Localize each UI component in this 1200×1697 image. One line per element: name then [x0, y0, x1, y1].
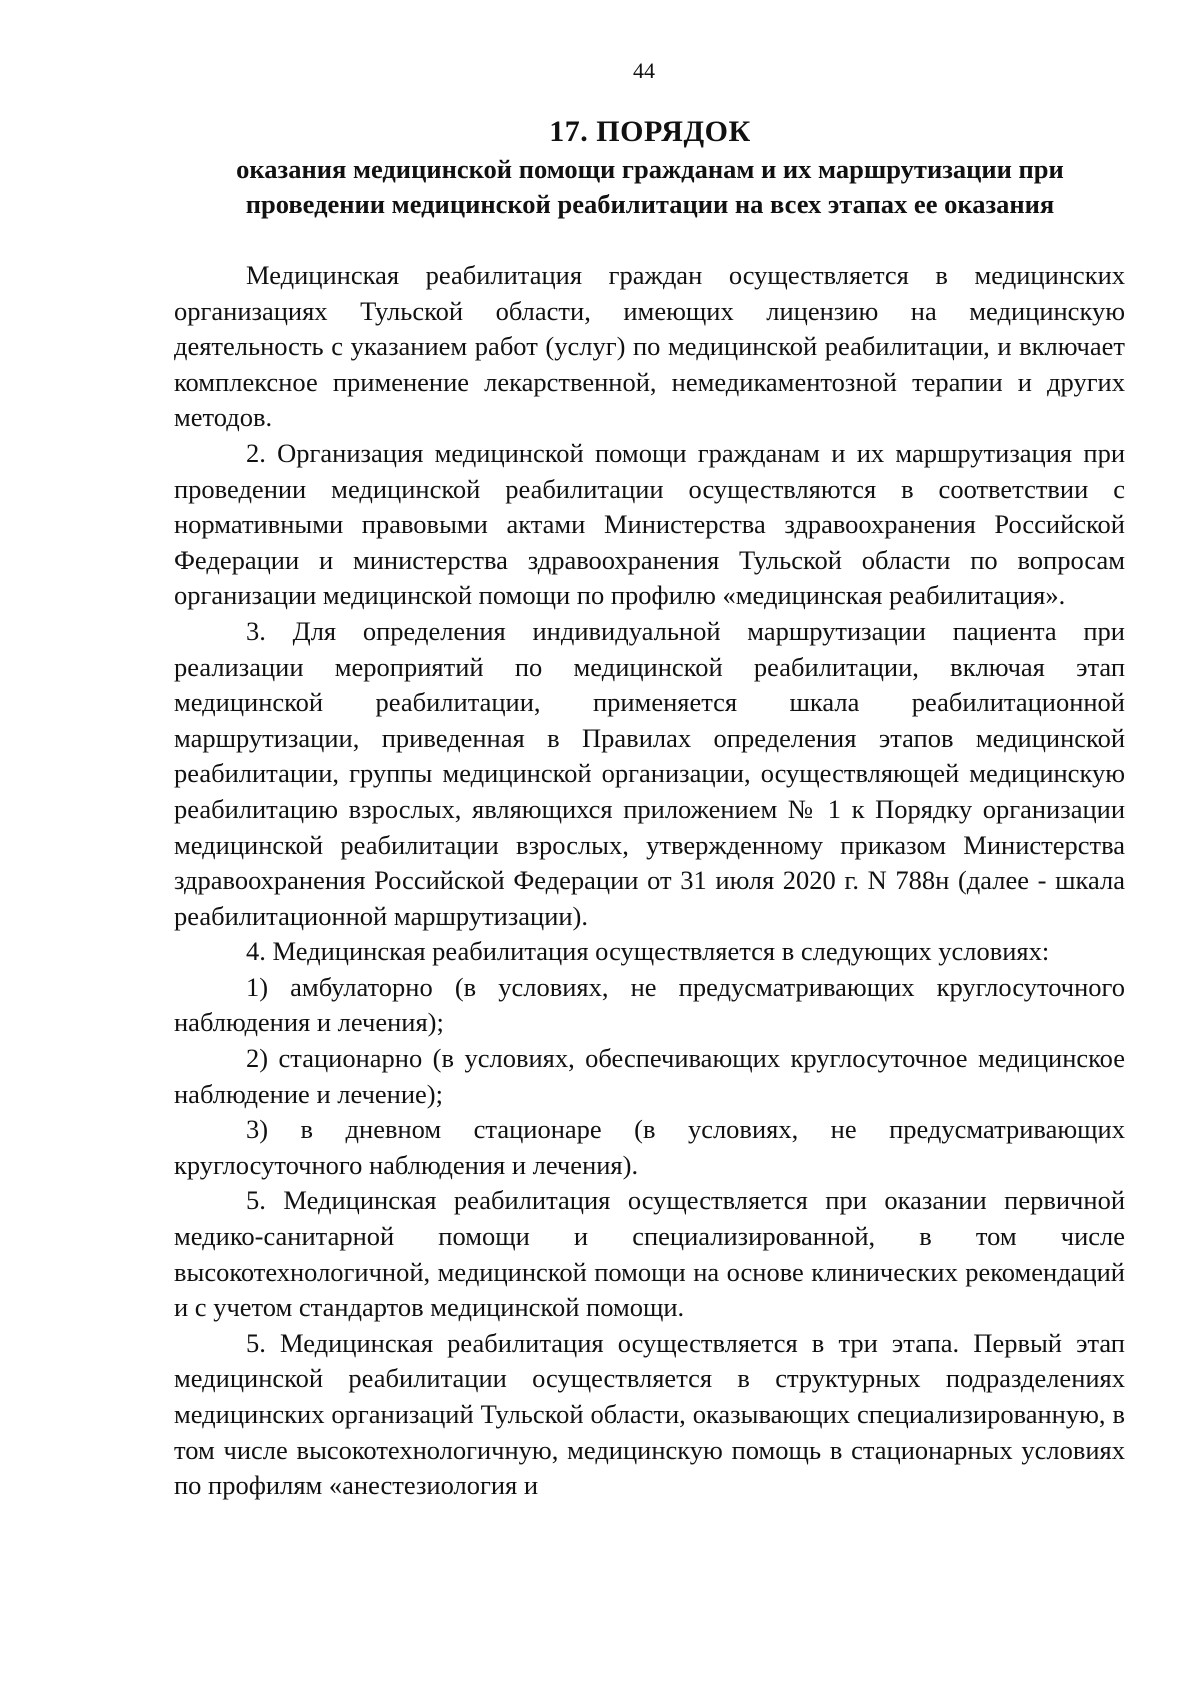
- paragraph-subitem-3: 3) в дневном стационаре (в условиях, не предусматривающих круглосуточного наблюдения и лечения).: [174, 1114, 1125, 1180]
- body-text: [174, 258, 1125, 1504]
- paragraph-intro: Медицинская реабилитация граждан осуществляется в медицинских организациях Тульской области, имеющих лицензию на медицинскую деятельность с указанием работ (услуг) по медицинской реабилитации, и включает комплексное применение лекарственной, немедикаментозной терапии и других методов.: [174, 260, 1125, 433]
- paragraph-subitem-1: 1) амбулаторно (в условиях, не предусматривающих круглосуточного наблюдения и лечения);: [174, 971, 1125, 1038]
- page-number: 44: [633, 58, 655, 83]
- paragraph-subitem-2: 2) стационарно (в условиях, обеспечивающих круглосуточное медицинское наблюдение и лечение);: [174, 1043, 1125, 1109]
- section-subtitle-line-1: оказания медицинской помощи гражданам и их маршрутизации при: [236, 154, 1064, 184]
- paragraph-item-4: 4. Медицинская реабилитация осуществляется в следующих условиях:: [246, 936, 1050, 967]
- section-title: 17. ПОРЯДОК: [549, 115, 751, 148]
- paragraph-item-5b: 5. Медицинская реабилитация осуществляется в три этапа. Первый этап медицинской реабилитации осуществляется в структурных подразделениях медицинских организаций Тульской области, оказывающих специализированную, в том числе высокотехнологичную, медицинскую помощь в стационарных условиях по профилям «анестезиология и: [174, 1327, 1125, 1501]
- paragraph-item-5a: 5. Медицинская реабилитация осуществляется при оказании первичной медико-санитарной помощи и специализированной, в том числе высокотехнологичной, медицинской помощи на основе клинических рекомендаций и с учетом стандартов медицинской помощи.: [174, 1185, 1125, 1323]
- section-heading: [175, 112, 1125, 222]
- section-subtitle-line-2: проведении медицинской реабилитации на всех этапах ее оказания: [245, 189, 1055, 219]
- paragraph-item-3: 3. Для определения индивидуальной маршрутизации пациента при реализации мероприятий по медицинской реабилитации, включая этап медицинской реабилитации, применяется шкала реабилитационной маршрутизации, приведенная в Правилах определения этапов медицинской реабилитации, группы медицинской организации, осуществляющей медицинскую реабилитацию взрослых, являющихся приложением № 1 к Порядку организации медицинской реабилитации взрослых, утвержденному приказом Министерства здравоохранения Российской Федерации от 31 июля 2020 г. N 788н (далее - шкала реабилитационной маршрутизации).: [174, 615, 1125, 931]
- paragraph-item-2: 2. Организация медицинской помощи гражданам и их маршрутизация при проведении медицинской реабилитации осуществляются в соответствии с нормативными правовыми актами Министерства здравоохранения Российской Федерации и министерства здравоохранения Тульской области по вопросам организации медицинской помощи по профилю «медицинская реабилитация».: [174, 437, 1125, 611]
